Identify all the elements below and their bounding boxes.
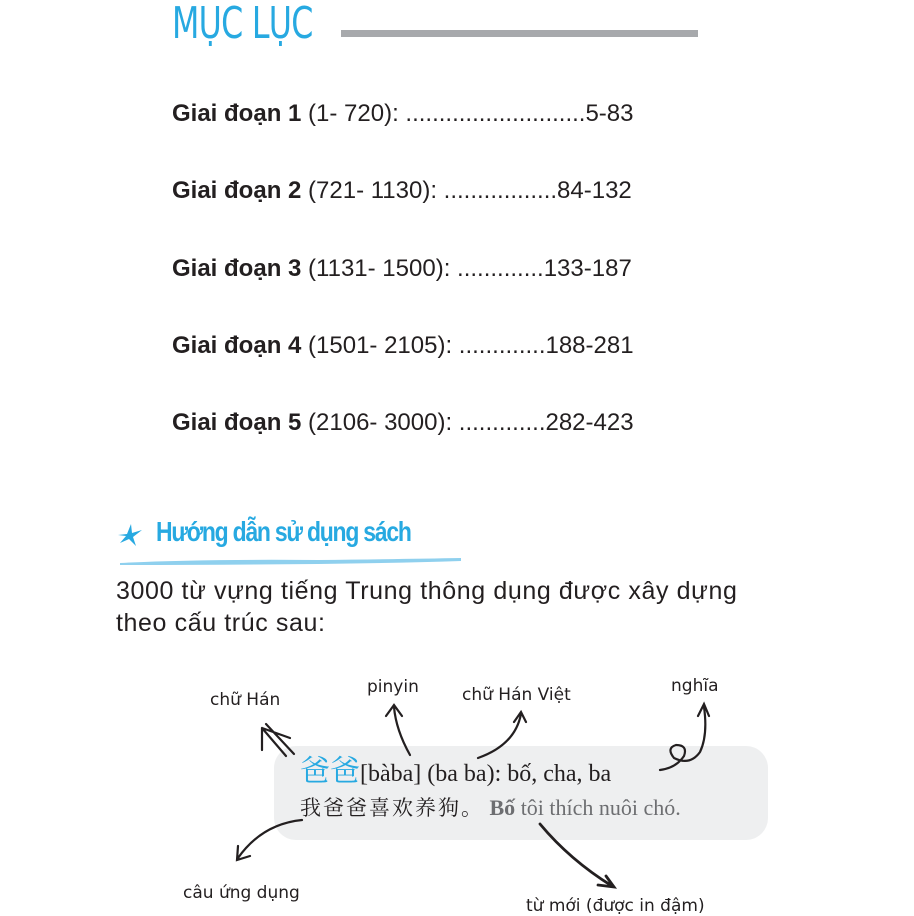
label-chu-han: chữ Hán (210, 690, 281, 710)
label-cau-ung-dung: câu ứng dụng (183, 883, 300, 903)
label-pinyin: pinyin (367, 677, 419, 697)
toc-entry[interactable] (172, 99, 712, 129)
toc-entry[interactable] (172, 176, 712, 206)
toc-stage: Giai đoạn 2 (172, 177, 302, 204)
title-divider (341, 30, 698, 37)
toc-stage: Giai đoạn 5 (172, 409, 302, 436)
toc-range: (1131- 1500): .............133-187 (301, 255, 632, 282)
star-icon (116, 521, 144, 549)
example-sentence-cn: 我爸爸喜欢养狗。 (300, 796, 484, 820)
intro-line-2: theo cấu trúc sau: (116, 609, 326, 637)
example-new-word: Bố (489, 795, 516, 820)
label-tu-moi: từ mới (được in đậm) (526, 896, 705, 916)
label-nghia: nghĩa (671, 676, 719, 696)
toc-range: (1501- 2105): .............188-281 (301, 332, 634, 359)
toc-stage: Giai đoạn 1 (172, 100, 302, 127)
example-entry (300, 754, 611, 792)
toc-entry[interactable] (172, 408, 712, 438)
intro-line-1: 3000 từ vựng tiếng Trung thông dụng được xây dựng (116, 577, 738, 605)
label-han-viet: chữ Hán Việt (462, 685, 571, 705)
example-sentence-vi: tôi thích nuôi chó. (515, 795, 681, 820)
toc-stage: Giai đoạn 3 (172, 255, 302, 282)
toc-stage: Giai đoạn 4 (172, 332, 302, 359)
intro-paragraph (116, 575, 806, 639)
example-definition: [bàba] (ba ba): bố, cha, ba (360, 761, 612, 787)
brush-underline (118, 556, 463, 566)
toc-entry[interactable] (172, 254, 712, 284)
example-hanzi: 爸爸 (300, 754, 360, 789)
toc-entry[interactable] (172, 331, 712, 361)
toc-range: (2106- 3000): .............282-423 (301, 409, 634, 436)
page-title: MỤC LỤC (172, 0, 313, 49)
toc-range: (1- 720): ...........................5-83 (301, 100, 634, 127)
guide-title: Hướng dẫn sử dụng sách (156, 516, 411, 547)
example-sentence (300, 793, 681, 823)
toc-range: (721- 1130): .................84-132 (301, 177, 632, 204)
